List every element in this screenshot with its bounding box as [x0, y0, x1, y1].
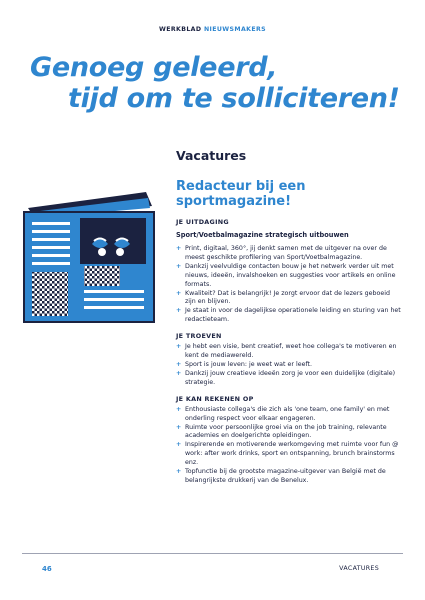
list-item: + Inspirerende en motiverende werkomgeving met ruimte voor fun @ work: after work drinks, sport en ontspanning, brunch brainstorms enz. — [176, 441, 401, 468]
list-item: + Je hebt een visie, bent creatief, weet hoe collega's te motiveren en kent de mediawereld. — [176, 343, 401, 361]
uitdaging-section — [176, 218, 401, 325]
newspaper-illustration — [22, 186, 170, 326]
page-title-line-1: Genoeg geleerd, — [30, 52, 278, 83]
vacancy-content — [176, 218, 401, 493]
uitdaging-lead: Sport/Voetbalmagazine strategisch uitbouwen — [176, 231, 349, 239]
checker-block-left — [32, 272, 68, 316]
header-label-nieuwsmakers: NIEUWSMAKERS — [203, 26, 266, 33]
footer-section-label: VACATURES — [339, 565, 379, 572]
header-label-werkblad: WERKBLAD — [159, 26, 202, 33]
footer-divider — [22, 553, 403, 554]
troeven-section — [176, 332, 401, 388]
page-title-line-2: tijd om te solliciteren! — [68, 83, 400, 114]
list-item: + Kwaliteit? Dat is belangrijk! Je zorgt ervoor dat de lezers geboeid zijn en blijven. — [176, 290, 401, 308]
list-item: + Je staat in voor de dagelijkse operationele leiding en sturing van het redactieteam. — [176, 307, 401, 325]
troeven-heading: JE TROEVEN — [176, 332, 222, 341]
section-title: Vacatures — [176, 148, 247, 163]
worksheet-header — [0, 26, 425, 33]
list-item: + Ruimte voor persoonlijke groei via on the job training, relevante academies en doelgerichte opleidingen. — [176, 424, 401, 442]
job-title: Redacteur bij een sportmagazine! — [176, 179, 306, 209]
page-number: 46 — [42, 565, 52, 573]
troeven-list — [176, 343, 401, 388]
list-item: + Sport is jouw leven: je weet wat er leeft. — [176, 361, 401, 370]
uitdaging-list — [176, 245, 401, 325]
uitdaging-heading: JE UITDAGING — [176, 218, 229, 226]
checker-block-right — [84, 266, 120, 286]
newspaper-face-panel — [80, 218, 146, 264]
list-item: + Dankzij veelvuldige contacten bouw je het netwerk verder uit met nieuws, ideeën, invalshoeken en suggesties voor artikels en online formats. — [176, 263, 401, 290]
list-item: + Enthousiaste collega's die zich als 'one team, one family' en met onderling respect voor elkaar engageren. — [176, 406, 401, 424]
rekenen-heading: JE KAN REKENEN OP — [176, 394, 254, 403]
rekenen-section — [176, 395, 401, 486]
page-title — [22, 52, 412, 114]
list-item: + Dankzij jouw creatieve ideeën zorg je voor een duidelijke (digitale) strategie. — [176, 370, 401, 388]
list-item: + Topfunctie bij de grootste magazine-uitgever van België met de belangrijkste drukkerij van de Benelux. — [176, 468, 401, 486]
list-item: + Print, digitaal, 360°, jij denkt samen met de uitgever na over de meest geschikte profilering van Sport/Voetbalmagazine. — [176, 245, 401, 263]
rekenen-list — [176, 406, 401, 486]
